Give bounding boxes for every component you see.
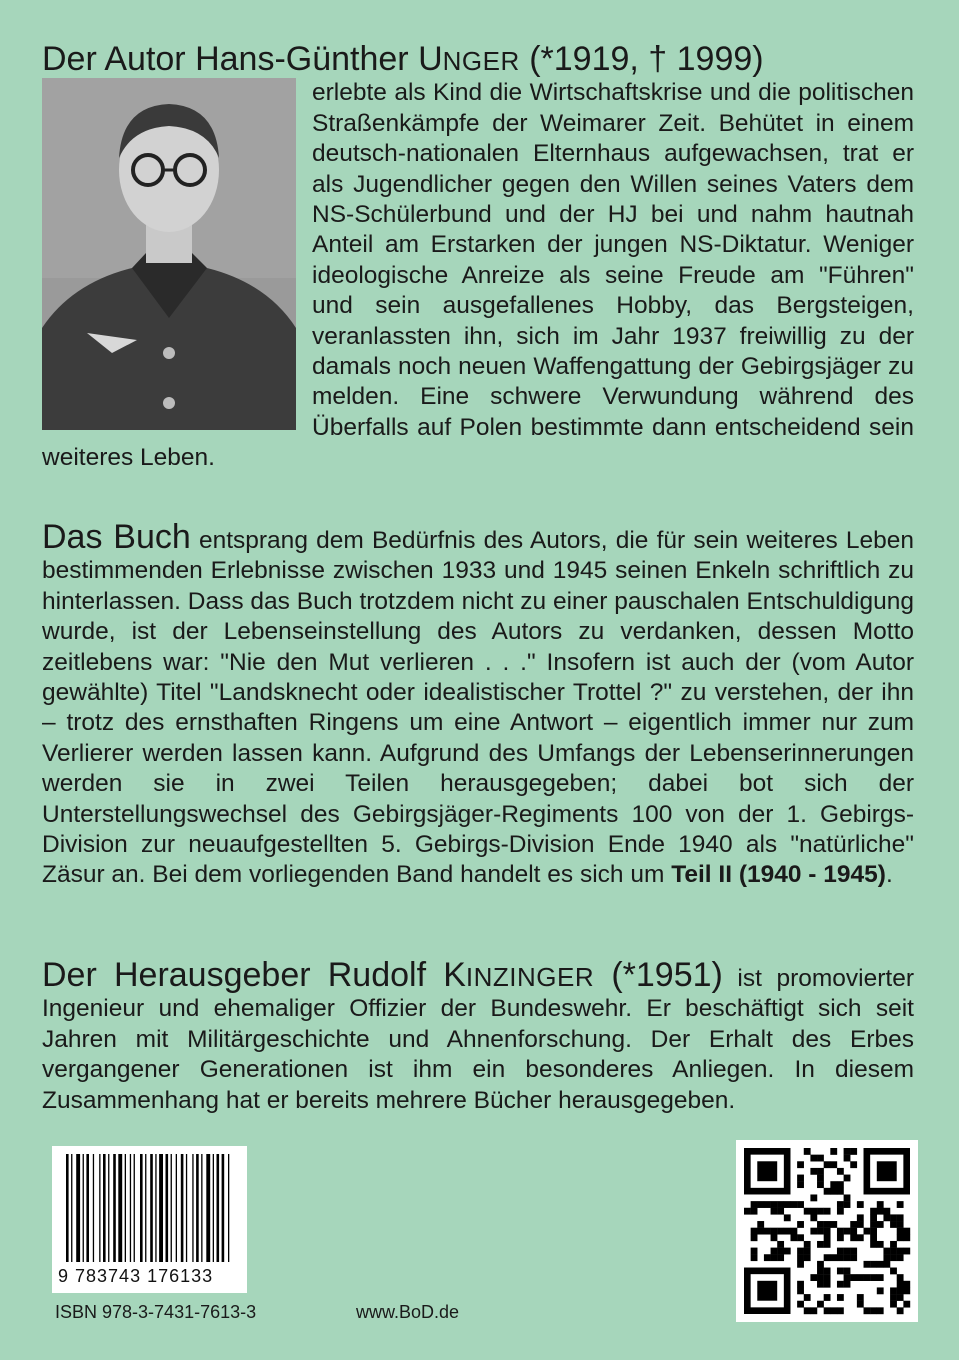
qr-module (824, 1234, 831, 1241)
qr-module (810, 1228, 817, 1235)
author-paragraph: Der Autor Hans-Günther UNGER (*1919, † 1999) erlebte als Kind die Wirtschaftskrise und die politischen Straßenkämpfe der Weimarer Zeit. Behütet in einem deutsch-nationalen Elternhaus aufgewachsen, trat er als Jugendlicher gegen den Willen seines Vaters dem NS-Schülerbund und der HJ bei und nahm hautnah Anteil am Erstarken der jungen NS-Diktatur. Weniger ideologische Anreize als seine Freude am "Führen" und sein ausgefallenes Hobby, das Bergsteigen, veranlassten ihn, sich im Jahr 1937 freiwillig zu der damals noch neuen Waffengattung der Gebirgsjäger zu melden. Eine schwere Verwundung während des Überfalls auf Polen bestimmte dann entscheidend sein weiteres Leben. (42, 40, 914, 472)
qr-module (850, 1148, 857, 1155)
barcode-bar (155, 1154, 156, 1262)
editor-paragraph: Der Herausgeber Rudolf KINZINGER (*1951) ist promovierter Ingenieur und ehemaliger Offizier der Bundeswehr. Er beschäftigt sich seit Jahren mit Militärgeschichte und Ahnenforschung. Der Erhalt des Erbes vergangener Generationen ist ihm ein besonderes Anliegen. In diesem Zusammenhang hat er bereits mehrere Bücher herausgegeben. (42, 956, 914, 1114)
qr-module (844, 1254, 851, 1261)
qr-module (864, 1274, 871, 1281)
qr-module (857, 1294, 864, 1301)
qr-module (797, 1175, 804, 1182)
qr-module (897, 1254, 904, 1261)
qr-module (804, 1241, 811, 1248)
qr-module (830, 1254, 837, 1261)
qr-module (897, 1234, 904, 1241)
qr-module (824, 1208, 831, 1215)
qr-module (850, 1274, 857, 1281)
qr-module (804, 1307, 811, 1314)
qr-module (824, 1254, 831, 1261)
qr-module (897, 1214, 904, 1221)
qr-module (810, 1208, 817, 1215)
barcode-bar (71, 1154, 72, 1262)
qr-module (837, 1307, 844, 1314)
editor-heading: Der Herausgeber Rudolf KINZINGER (*1951) (42, 956, 723, 994)
qr-module (817, 1181, 824, 1188)
qr-module (817, 1301, 824, 1308)
barcode-bar (76, 1154, 80, 1262)
qr-module (864, 1261, 871, 1268)
qr-module (897, 1274, 904, 1281)
qr-module (857, 1201, 864, 1208)
qr-module (864, 1307, 871, 1314)
editor-section (42, 956, 914, 1116)
qr-module (897, 1221, 904, 1228)
barcode-bar (103, 1154, 106, 1262)
qr-module (890, 1254, 897, 1261)
qr-module (817, 1281, 824, 1288)
qr-module (897, 1248, 904, 1255)
qr-module (817, 1241, 824, 1248)
barcode-bar (83, 1154, 84, 1262)
qr-module (751, 1254, 758, 1261)
qr-module (824, 1221, 831, 1228)
qr-module (903, 1281, 910, 1288)
qr-module (751, 1208, 758, 1215)
barcode-bar (159, 1154, 163, 1262)
barcode-bar (93, 1154, 94, 1262)
book-heading: Das Buch (42, 518, 191, 556)
qr-module (830, 1221, 837, 1228)
qr-module (777, 1248, 784, 1255)
barcode-bar (206, 1154, 210, 1262)
qr-module (890, 1294, 897, 1301)
qr-module (790, 1228, 797, 1235)
volume-label: Teil II (1940 - 1945) (671, 861, 886, 889)
qr-module (870, 1241, 877, 1248)
qr-module (824, 1307, 831, 1314)
qr-module (844, 1155, 851, 1162)
qr-module (824, 1228, 831, 1235)
qr-module (810, 1155, 817, 1162)
qr-module (810, 1274, 817, 1281)
qr-module (824, 1188, 831, 1195)
qr-module (837, 1234, 844, 1241)
book-paragraph: Das Buch entsprang dem Bedürfnis des Autors, die für sein weiteres Leben bestimmenden Erlebnisse zwischen 1933 und 1945 seinen Enkeln schriftlich zu hinterlassen. Dass das Buch trotzdem nicht zu einer pauschalen Entschuldigung wurde, ist der Lebenseinstellung des Autors zu verdanken, dessen Motto zeitlebens war: "Nie den Mut verlieren . . ." Insofern ist auch der (vom Autor gewählte) Titel "Landsknecht oder idealistischer Trottel ?" zu verstehen, der ihn – trotz des ernsthaften Ringens um eine Antwort – eigentlich immer nur zum Verlierer werden lassen kann. Aufgrund des Umfangs der Lebenserinnerungen werden sie in zwei Teilen herausgegeben; dabei bot sich der Unterstellungswechsel des Gebirgsjäger-Regiments 100 von der 1. Gebirgs-Division zur neuaufgestellten 5. Gebirgs-Division Ende 1940 als "natürliche" Zäsur an. Bei dem vorliegenden Band handelt es sich um Teil II (1940 - 1945). (42, 518, 915, 889)
barcode-bar (118, 1154, 122, 1262)
qr-module (830, 1161, 837, 1168)
qr-module (837, 1254, 844, 1261)
qr-module (837, 1208, 844, 1215)
qr-module (837, 1294, 844, 1301)
publisher-website[interactable]: www.BoD.de (356, 1302, 460, 1322)
qr-module (870, 1228, 877, 1235)
qr-module (784, 1228, 791, 1235)
barcode-bar (99, 1154, 100, 1262)
qr-module (824, 1241, 831, 1248)
qr-module (824, 1268, 831, 1275)
qr-module (870, 1221, 877, 1228)
qr-module (797, 1281, 804, 1288)
qr-module (817, 1168, 824, 1175)
qr-code (736, 1140, 918, 1322)
barcode-bar (113, 1154, 116, 1262)
qr-module (883, 1261, 890, 1268)
qr-module (797, 1254, 804, 1261)
qr-module (777, 1241, 784, 1248)
barcode-bar (181, 1154, 184, 1262)
qr-module (890, 1268, 897, 1275)
qr-module (837, 1248, 844, 1255)
qr-module (817, 1221, 824, 1228)
qr-module (751, 1248, 758, 1255)
qr-module (757, 1221, 764, 1228)
qr-module (883, 1254, 890, 1261)
qr-module (804, 1294, 811, 1301)
qr-module (844, 1175, 851, 1182)
qr-module (877, 1307, 884, 1314)
qr-module (837, 1201, 844, 1208)
qr-module (784, 1201, 791, 1208)
qr-module (844, 1148, 851, 1155)
barcode-bar (222, 1154, 225, 1262)
qr-module (784, 1248, 791, 1255)
qr-module (870, 1214, 877, 1221)
author-portrait-photo (42, 78, 296, 430)
qr-module (837, 1168, 844, 1175)
qr-module (751, 1201, 758, 1208)
qr-module (771, 1248, 778, 1255)
qr-module (897, 1294, 904, 1301)
qr-module (817, 1274, 824, 1281)
qr-module (797, 1221, 804, 1228)
qr-module (890, 1287, 897, 1294)
qr-module (850, 1228, 857, 1235)
qr-module (890, 1241, 897, 1248)
qr-module (830, 1307, 837, 1314)
qr-module (764, 1254, 771, 1261)
qr-module (804, 1208, 811, 1215)
qr-module (817, 1155, 824, 1162)
barcode-bar (213, 1154, 214, 1262)
qr-module (877, 1261, 884, 1268)
barcode-bar (108, 1154, 109, 1262)
book-section (42, 518, 915, 891)
qr-module (877, 1241, 884, 1248)
barcode-bar (130, 1154, 131, 1262)
qr-module (824, 1161, 831, 1168)
qr-module (850, 1248, 857, 1255)
qr-module (771, 1201, 778, 1208)
qr-module (850, 1254, 857, 1261)
qr-module (771, 1208, 778, 1215)
qr-module (883, 1214, 890, 1221)
qr-module (850, 1234, 857, 1241)
qr-module (830, 1188, 837, 1195)
qr-module (804, 1254, 811, 1261)
qr-module (810, 1168, 817, 1175)
author-heading: Der Autor Hans-Günther UNGER (*1919, † 1999) (42, 40, 764, 78)
qr-module (877, 1201, 884, 1208)
qr-module (824, 1294, 831, 1301)
barcode-bar (228, 1154, 229, 1262)
qr-module (903, 1248, 910, 1255)
qr-module (804, 1248, 811, 1255)
qr-module (744, 1208, 751, 1215)
qr-module (903, 1301, 910, 1308)
qr-module (751, 1234, 758, 1241)
qr-module (810, 1194, 817, 1201)
qr-module (824, 1281, 831, 1288)
qr-module (844, 1268, 851, 1275)
barcode-bar (140, 1154, 143, 1262)
barcode-bar (86, 1154, 89, 1262)
qr-module (864, 1228, 871, 1235)
barcode-bar (201, 1154, 202, 1262)
qr-module (790, 1234, 797, 1241)
qr-module (810, 1214, 817, 1221)
barcode-bar (166, 1154, 169, 1262)
barcode-bar (176, 1154, 177, 1262)
qr-module (877, 1208, 884, 1215)
qr-module (877, 1221, 884, 1228)
author-section (42, 40, 914, 474)
qr-module (883, 1208, 890, 1215)
qr-module (897, 1281, 904, 1288)
qr-finder (757, 1281, 777, 1301)
qr-module (837, 1188, 844, 1195)
qr-module (817, 1261, 824, 1268)
qr-module (837, 1268, 844, 1275)
qr-module (890, 1214, 897, 1221)
qr-module (784, 1214, 791, 1221)
qr-module (837, 1281, 844, 1288)
qr-module (777, 1228, 784, 1235)
barcode-bar (145, 1154, 146, 1262)
qr-module (777, 1254, 784, 1261)
qr-module (797, 1181, 804, 1188)
qr-module (844, 1201, 851, 1208)
qr-module (857, 1274, 864, 1281)
qr-module (897, 1228, 904, 1235)
qr-module (844, 1194, 851, 1201)
qr-module (817, 1268, 824, 1275)
barcode-bar (150, 1154, 153, 1262)
qr-module (757, 1228, 764, 1235)
qr-module (764, 1201, 771, 1208)
qr-module (817, 1175, 824, 1182)
qr-module (804, 1148, 811, 1155)
qr-module (771, 1234, 778, 1241)
qr-module (897, 1201, 904, 1208)
qr-module (824, 1274, 831, 1281)
qr-module (777, 1201, 784, 1208)
qr-module (844, 1281, 851, 1288)
qr-module (877, 1274, 884, 1281)
qr-module (797, 1161, 804, 1168)
isbn-text: ISBN 978-3-7431-7613-3 (55, 1302, 257, 1322)
qr-module (751, 1228, 758, 1235)
qr-module (771, 1228, 778, 1235)
qr-module (890, 1221, 897, 1228)
qr-module (797, 1201, 804, 1208)
qr-module (797, 1248, 804, 1255)
qr-module (817, 1228, 824, 1235)
qr-module (870, 1208, 877, 1215)
qr-module (757, 1201, 764, 1208)
qr-module (870, 1307, 877, 1314)
isbn-barcode (52, 1146, 247, 1293)
qr-module (870, 1274, 877, 1281)
qr-module (844, 1228, 851, 1235)
qr-module (890, 1248, 897, 1255)
barcode-bar (125, 1154, 126, 1262)
qr-module (837, 1228, 844, 1235)
qr-module (790, 1201, 797, 1208)
barcode-bar (66, 1154, 69, 1262)
qr-module (857, 1214, 864, 1221)
qr-module (797, 1287, 804, 1294)
qr-module (897, 1307, 904, 1314)
qr-module (890, 1301, 897, 1308)
barcode-bar (134, 1154, 135, 1262)
qr-module (797, 1234, 804, 1241)
barcode-bar (171, 1154, 172, 1262)
qr-module (850, 1221, 857, 1228)
barcode-digits: 9 783743 176133 (58, 1266, 214, 1286)
barcode-bar (196, 1154, 199, 1262)
qr-module (877, 1287, 884, 1294)
qr-module (903, 1228, 910, 1235)
qr-module (870, 1234, 877, 1241)
qr-module (810, 1307, 817, 1314)
qr-module (903, 1234, 910, 1241)
qr-module (844, 1248, 851, 1255)
qr-module (817, 1208, 824, 1215)
qr-module (837, 1181, 844, 1188)
barcode-bar (192, 1154, 193, 1262)
barcode-bar (217, 1154, 220, 1262)
qr-module (857, 1234, 864, 1241)
qr-module (897, 1287, 904, 1294)
qr-module (830, 1148, 837, 1155)
qr-finder (757, 1161, 777, 1181)
qr-module (903, 1287, 910, 1294)
qr-module (857, 1301, 864, 1308)
qr-module (830, 1181, 837, 1188)
qr-module (857, 1221, 864, 1228)
qr-module (797, 1301, 804, 1308)
qr-module (771, 1254, 778, 1261)
qr-finder (877, 1161, 897, 1181)
qr-module (850, 1161, 857, 1168)
qr-module (777, 1208, 784, 1215)
qr-module (797, 1261, 804, 1268)
qr-module (870, 1261, 877, 1268)
qr-module (883, 1248, 890, 1255)
qr-module (844, 1274, 851, 1281)
barcode-bar (186, 1154, 187, 1262)
qr-module (764, 1228, 771, 1235)
